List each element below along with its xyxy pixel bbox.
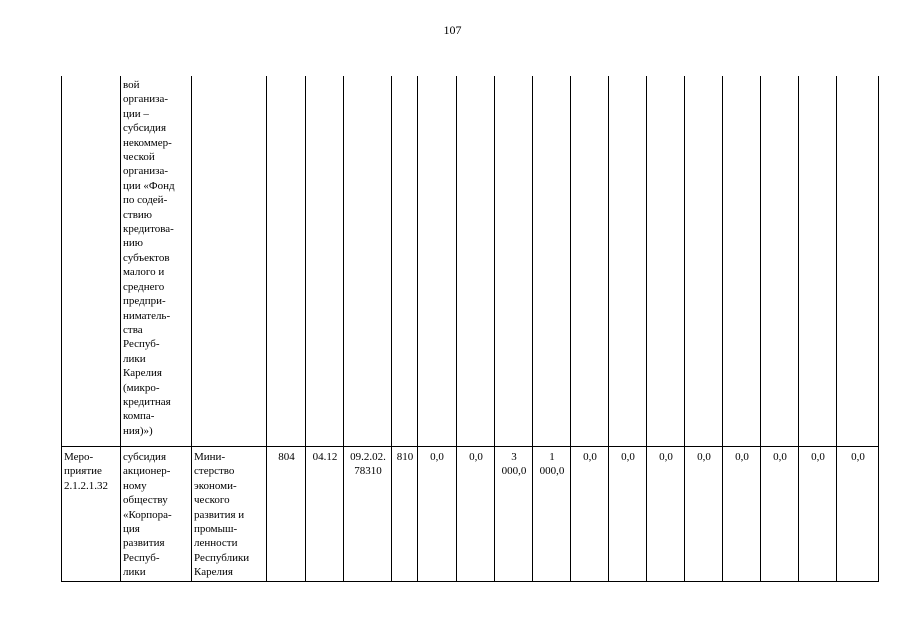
value-cell: 1 000,0 xyxy=(539,451,565,478)
value-cell: 0,0 xyxy=(469,451,483,463)
row-grbs-cell: 804 xyxy=(278,451,295,463)
value-cell: 0,0 xyxy=(659,451,673,463)
row-name-cell: субсидия акционер- ному обществу «Корпора- ция развития Респуб- лики xyxy=(123,451,172,579)
value-cell: 3 000,0 xyxy=(501,451,527,478)
row-vr-cell: 810 xyxy=(396,451,414,463)
row-executor-cell: Мини- стерство экономи- ческого развития и промыш- ленности Республики Карелия xyxy=(194,451,250,579)
value-cell: 0,0 xyxy=(773,451,787,463)
row-code-cell: Меро- приятие 2.1.2.1.32 xyxy=(64,451,108,492)
value-cell: 0,0 xyxy=(811,451,825,463)
budget-table xyxy=(61,76,879,582)
value-cell: 0,0 xyxy=(430,451,444,463)
row-rzpr-cell: 04.12 xyxy=(312,451,338,463)
value-cell: 0,0 xyxy=(697,451,711,463)
continued-name-cell: вой организа- ции – субсидия некоммер- ческой организа- ции «Фонд по содей- ствию кредитова- нию субъектов малого и среднего предпри- ниматель- ства Респуб- лики Карелия (микро- кредитная компа- ния)») xyxy=(123,79,175,437)
page-number: 107 xyxy=(443,23,462,37)
row-csr-cell: 09.2.02. 78310 xyxy=(350,451,386,478)
value-cell: 0,0 xyxy=(621,451,635,463)
value-cell: 0,0 xyxy=(583,451,597,463)
value-cell: 0,0 xyxy=(735,451,749,463)
value-cell: 0,0 xyxy=(851,451,865,463)
